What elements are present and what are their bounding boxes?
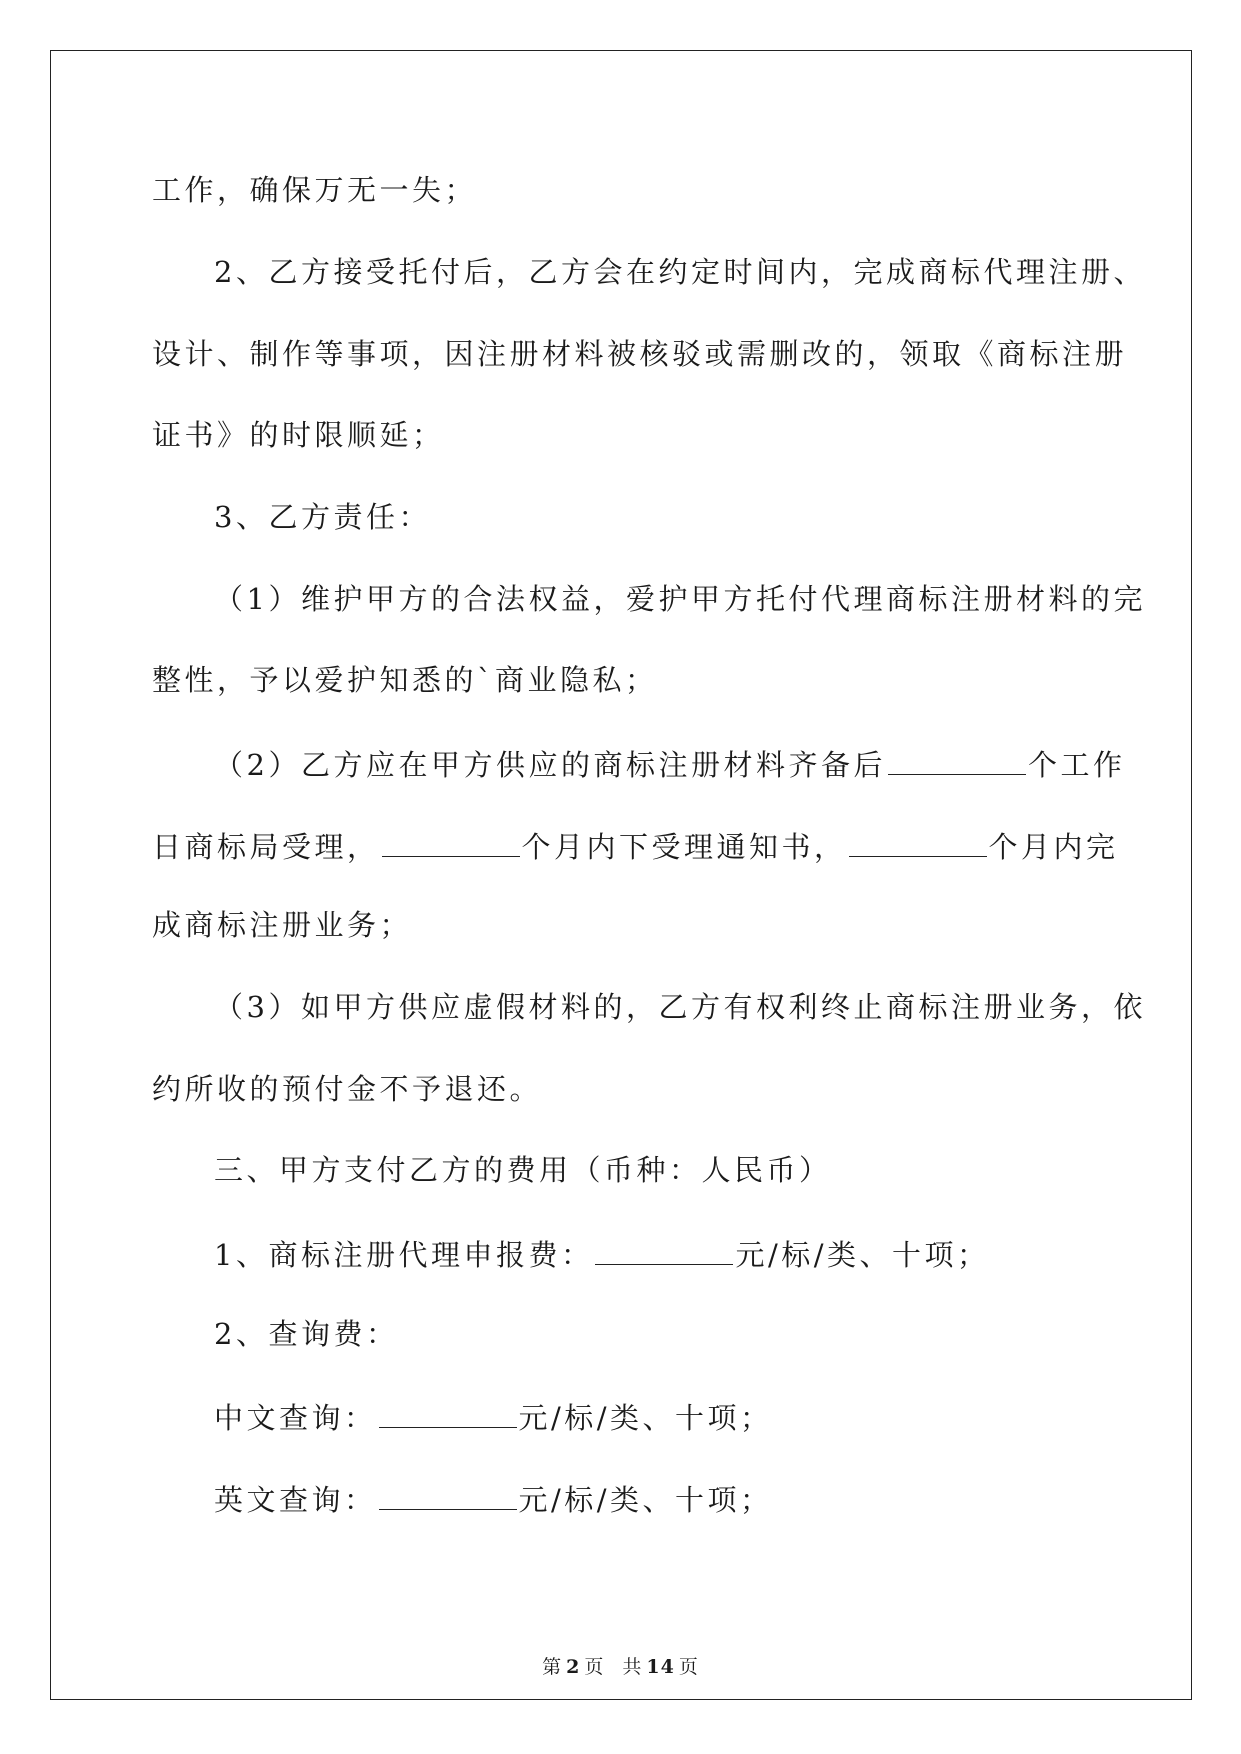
text-line-15: 2、查询费： (214, 1317, 399, 1351)
total-pages: 14 (646, 1656, 675, 1678)
text-line-14: 1、商标注册代理申报费： 元/标/类、十项； (214, 1238, 990, 1272)
blank-line (379, 1483, 517, 1510)
text-line-6: （1）维护甲方的合法权益，爱护甲方托付代理商标注册材料的完 (214, 582, 1146, 616)
blank-line (382, 830, 520, 857)
text-line-5: 3、乙方责任： (214, 500, 431, 534)
text-line-13: 三、甲方支付乙方的费用（币种：人民币） (214, 1153, 832, 1187)
text-line-17: 英文查询： 元/标/类、十项； (214, 1483, 773, 1517)
blank-line (379, 1401, 517, 1428)
text-line-10: 成商标注册业务； (152, 908, 413, 942)
text-line-12: 约所收的预付金不予退还。 (152, 1072, 543, 1106)
blank-line (888, 748, 1026, 775)
text-line-16: 中文查询： 元/标/类、十项； (214, 1401, 773, 1435)
text-line-1: 工作，确保万无一失； (152, 173, 478, 207)
page-border (50, 50, 1192, 1700)
page-footer: 第 2 页 共 14 页 (542, 1656, 699, 1678)
text-line-7: 整性，予以爱护知悉的`商业隐私； (152, 663, 658, 697)
text-line-8: （2）乙方应在甲方供应的商标注册材料齐备后 个工作 (214, 748, 1126, 782)
page-number: 2 (566, 1656, 581, 1678)
text-line-3: 设计、制作等事项，因注册材料被核驳或需删改的，领取《商标注册 (152, 337, 1128, 371)
text-line-11: （3）如甲方供应虚假材料的，乙方有权利终止商标注册业务，依 (214, 990, 1146, 1024)
text-line-2: 2、乙方接受托付后，乙方会在约定时间内，完成商标代理注册、 (214, 255, 1146, 289)
text-line-4: 证书》的时限顺延； (152, 418, 445, 452)
blank-line (595, 1238, 733, 1265)
blank-line (849, 830, 987, 857)
text-line-9: 日商标局受理， 个月内下受理通知书， 个月内完 (152, 830, 1119, 864)
